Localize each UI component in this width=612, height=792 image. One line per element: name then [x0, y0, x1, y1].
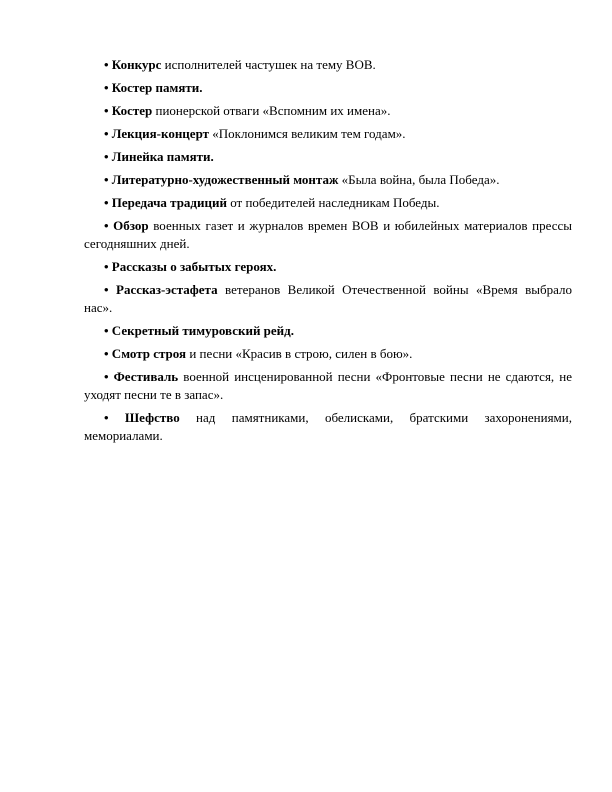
item-text: над памятниками, обелисками, братскими захоронениями, мемориалами.	[84, 410, 572, 443]
item-title: • Костер памяти.	[104, 80, 203, 95]
item-title: • Рассказы о забытых героях.	[104, 259, 277, 274]
list-item	[84, 79, 572, 97]
list-item	[84, 281, 572, 317]
list-item	[84, 102, 572, 120]
list-item	[84, 368, 572, 404]
list-item	[84, 56, 572, 74]
item-title: • Конкурс	[104, 57, 162, 72]
item-text: «Была война, была Победа».	[338, 172, 500, 187]
item-text: от победителей наследникам Победы.	[226, 195, 440, 210]
item-title: • Костер	[104, 103, 153, 118]
item-text: и песни «Красив в строю, силен в бою».	[186, 346, 413, 361]
item-text: исполнителей частушек на тему ВОВ.	[161, 57, 376, 72]
list-item	[84, 258, 572, 276]
item-title: • Линейка памяти.	[104, 149, 214, 164]
item-title: • Шефство	[104, 410, 180, 425]
item-text: военных газет и журналов времен ВОВ и юбилейных материалов прессы сегодняшних дней.	[84, 218, 572, 251]
item-text: пионерской отваги «Вспомним их имена».	[152, 103, 391, 118]
document-page	[84, 56, 572, 450]
item-title: • Обзор	[104, 218, 149, 233]
list-item	[84, 345, 572, 363]
item-text: военной инсценированной песни «Фронтовые песни не сдаются, не уходят песни те в запас».	[84, 369, 572, 402]
list-item	[84, 125, 572, 143]
list-item	[84, 322, 572, 340]
list-item	[84, 194, 572, 212]
list-item	[84, 148, 572, 166]
item-title: • Лекция-концерт	[104, 126, 210, 141]
item-title: • Смотр строя	[104, 346, 187, 361]
list-item	[84, 409, 572, 445]
item-title: • Передача традиций	[104, 195, 227, 210]
item-title: • Рассказ-эстафета	[104, 282, 218, 297]
list-item	[84, 171, 572, 189]
list-item	[84, 217, 572, 253]
item-title: • Литературно-художественный монтаж	[104, 172, 339, 187]
item-title: • Фестиваль	[104, 369, 179, 384]
item-text: ветеранов Великой Отечественной войны «Время выбрало нас».	[84, 282, 573, 315]
item-text: «Поклонимся великим тем годам».	[209, 126, 406, 141]
item-title: • Секретный тимуровский рейд.	[104, 323, 294, 338]
